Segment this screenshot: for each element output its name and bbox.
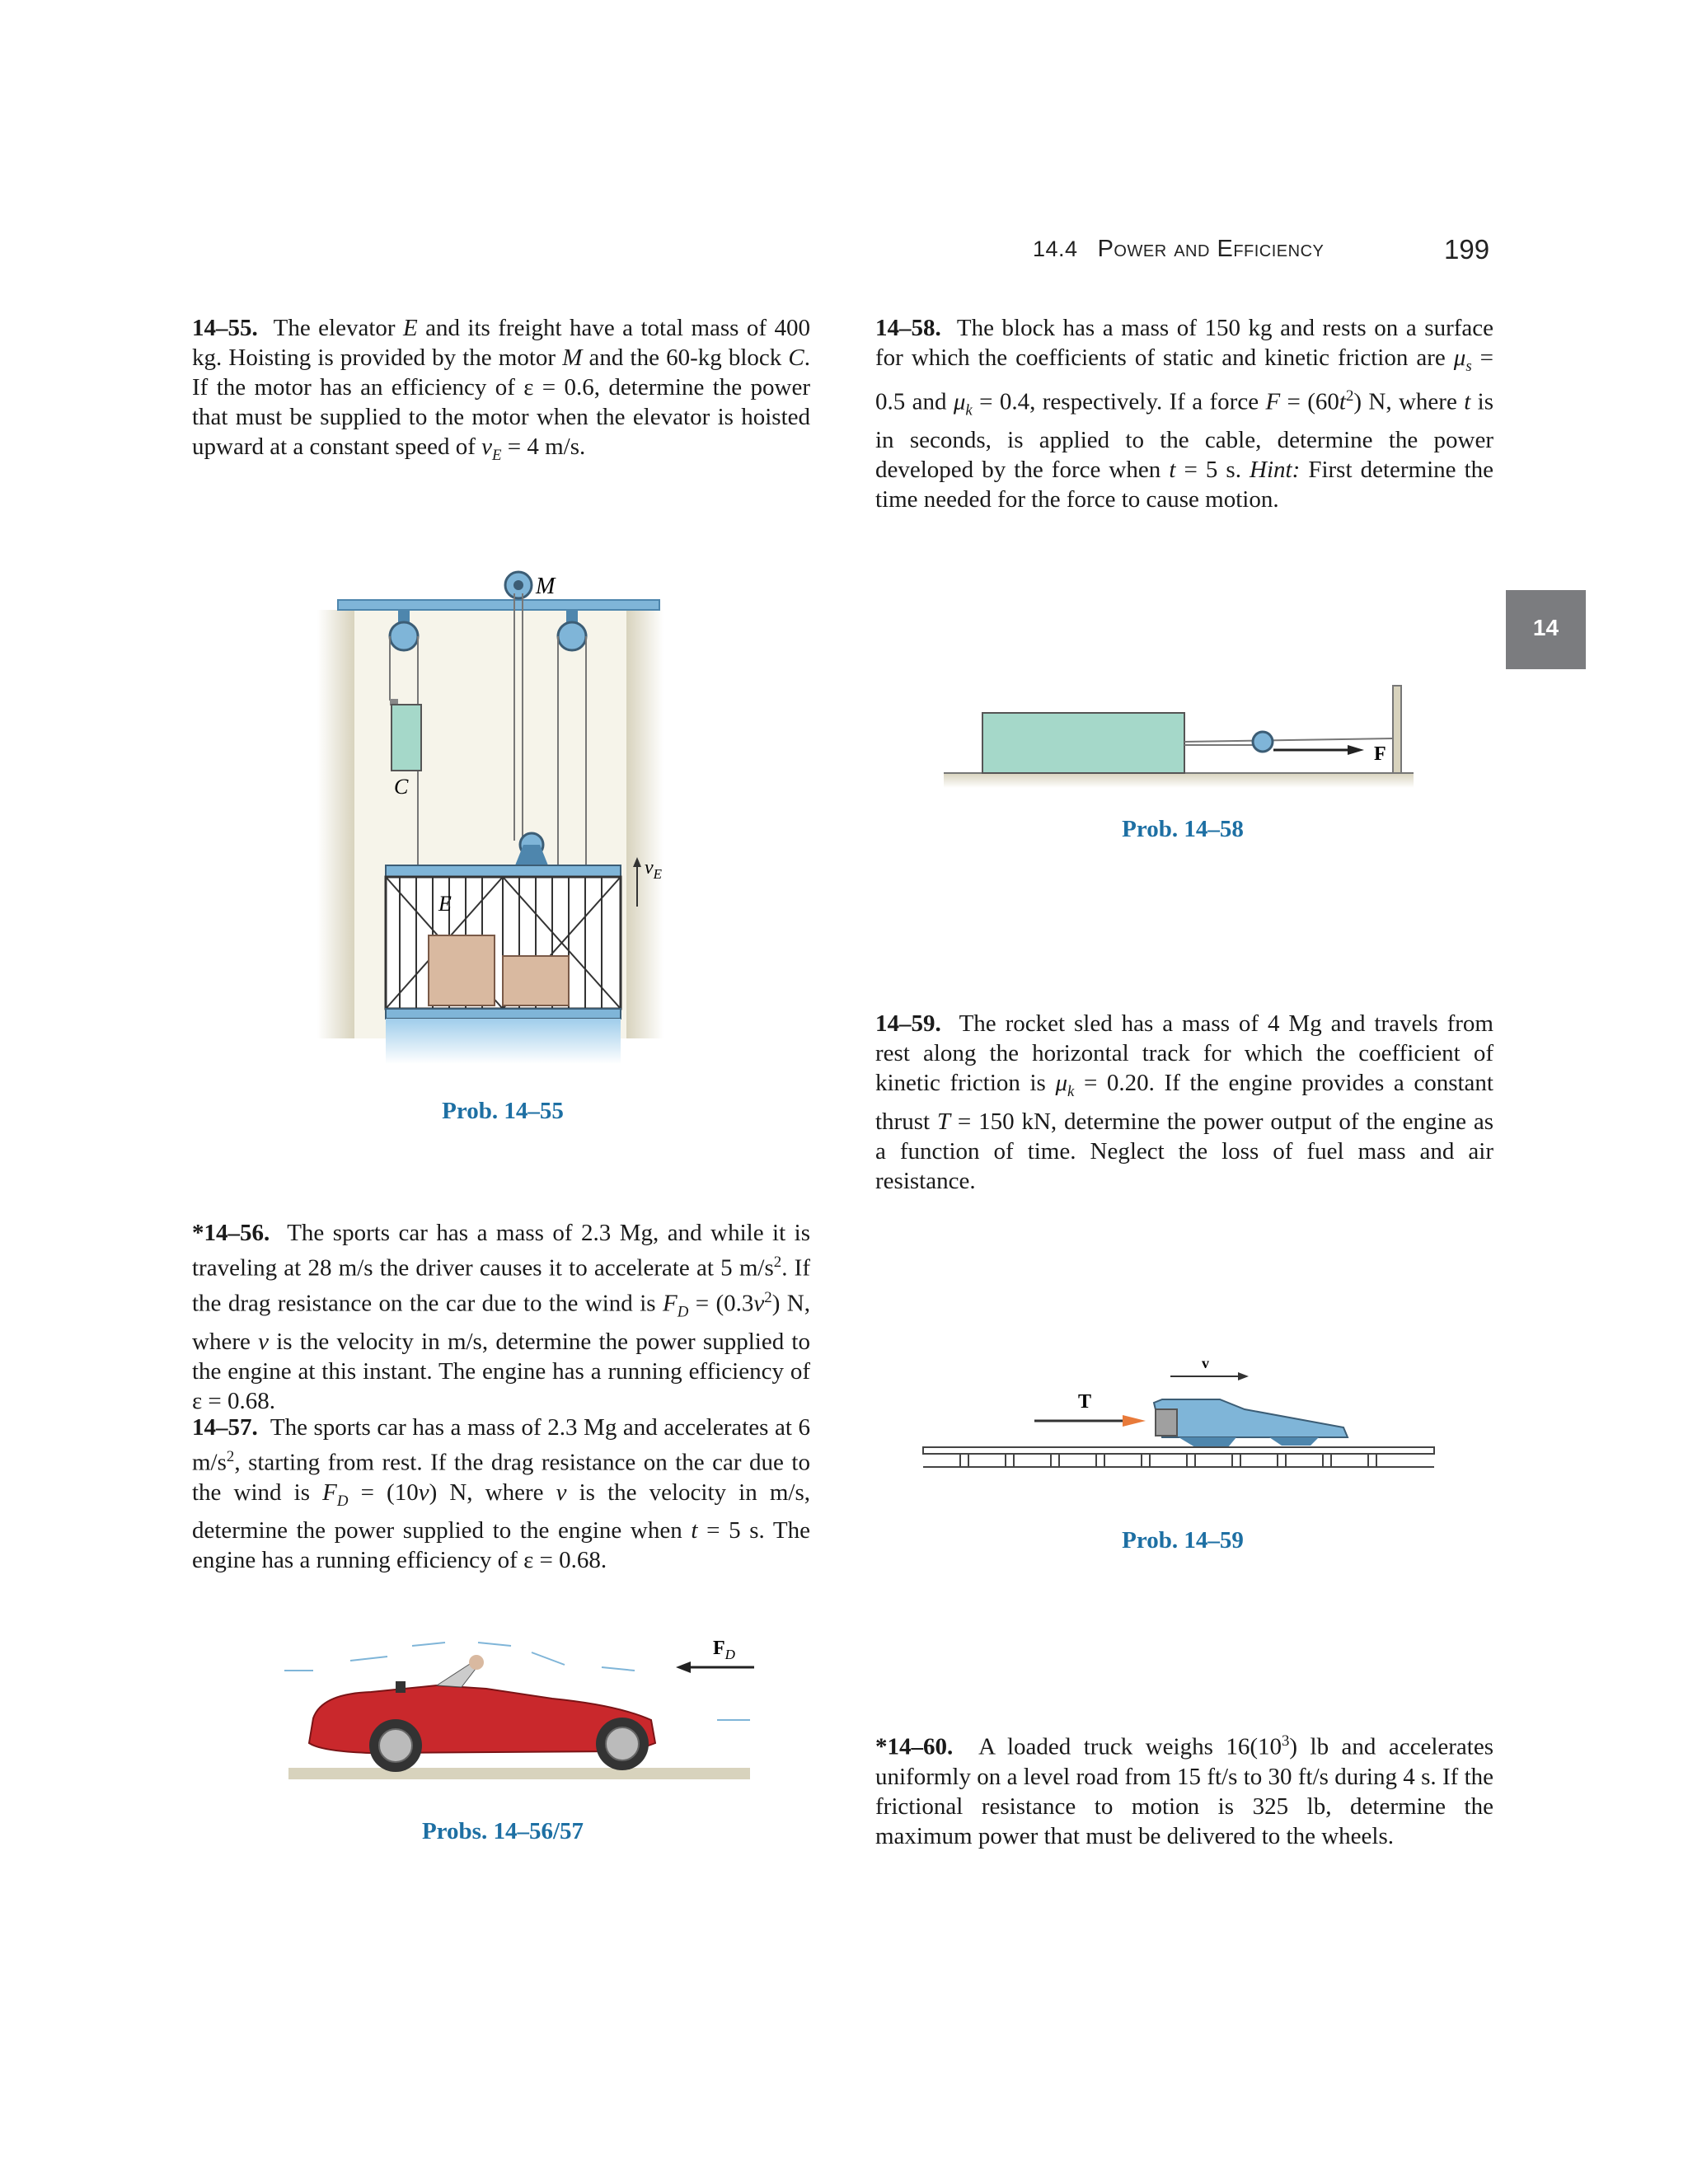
wall xyxy=(1393,686,1401,773)
section-title: Power and Efficiency xyxy=(1097,236,1325,262)
caption-14-56-57: Probs. 14–56/57 xyxy=(421,1818,584,1844)
block-C xyxy=(392,705,421,771)
pulley xyxy=(1253,732,1273,752)
chapter-tab: 14 xyxy=(1506,590,1586,669)
label-F: F xyxy=(1374,743,1386,765)
shaft-wall-right xyxy=(626,610,663,1038)
problem-14-59: 14–59. The rocket sled has a mass of 4 Mg and travels from rest along the horizontal track for which the coefficient of kinetic friction is $\mu_k = 0.20$. If the engine provides a constant thrust T = 150 kN, determine the power output of the engine as a function of time. Neglect the loss of fuel mass and air resistance. xyxy=(875,1010,1493,1194)
driver xyxy=(469,1655,484,1670)
engine xyxy=(1156,1409,1177,1436)
shaft-wall-left xyxy=(317,610,354,1038)
page-number: 199 xyxy=(1444,234,1490,265)
svg-text:vE: $v_E$ xyxy=(645,857,663,882)
elevator-figure xyxy=(317,560,688,1088)
track-rail xyxy=(923,1447,1434,1454)
running-header xyxy=(1033,236,1324,263)
pulley-right xyxy=(558,622,586,650)
problem-number: *14–56. xyxy=(192,1220,270,1246)
problem-number: *14–60. xyxy=(875,1733,954,1760)
block xyxy=(982,713,1184,773)
crate-1 xyxy=(429,935,495,1005)
svg-text:FD: $F_D$ xyxy=(713,1638,735,1662)
problem-number: 14–58. xyxy=(875,315,941,341)
label-M: M xyxy=(536,574,556,599)
problem-14-55: 14–55. The elevator E and its freight have a total mass of 400 kg. Hoisting is provided by the motor M and the 60-kg block C. If the motor has an efficiency of ε = 0.6, determine the power that must be supplied to the motor when the elevator is hoisted upward at a constant speed of $v_E = 4$ m/s. xyxy=(192,315,811,464)
section-number: 14.4 xyxy=(1033,237,1078,261)
top-beam xyxy=(338,600,659,610)
label-FD: F xyxy=(713,1638,725,1659)
sports-car-figure xyxy=(272,1628,767,1809)
problem-number: 14–59. xyxy=(875,1010,941,1037)
label-vE: v xyxy=(645,857,654,879)
problem-14-57: 14–57. The sports car has a mass of 2.3 Mg and accelerates at 6 $m/s^2$, starting from rest. If the drag resistance on the car due to the wind is $F_D = (10v)$ N, where v is the velocity in m/s, determine the power supplied to the engine when t = 5 s. The engine has a running efficiency of ε = 0.68. xyxy=(192,1414,811,1574)
caption-14-59: Prob. 14–59 xyxy=(1122,1527,1244,1554)
problem-14-58: 14–58. The block has a mass of 150 kg and rests on a surface for which the coefficients of static and kinetic friction are $\mu_s = 0.5$ and $\mu_k = 0.4$, respectively. If a force $F = (60t^2)$ N, where t is in seconds, is applied to the cable, determine the power developed by the force when t = 5 s. Hint: First determine the time needed for the force to cause motion. xyxy=(875,315,1494,513)
label-v: v xyxy=(1202,1355,1209,1371)
problem-14-60: *14–60. A loaded truck weighs $16(10^3)$ lb and accelerates uniformly on a level road from 15 ft/s to 30 ft/s during 4 s. If the frictional resistance to motion is 325 lb, determine the maximum power that must be delivered to the wheels. xyxy=(875,1732,1494,1849)
rocket-sled-figure xyxy=(915,1352,1442,1500)
elevator-top xyxy=(386,865,621,877)
problem-14-56: *14–56. The sports car has a mass of 2.3 Mg, and while it is traveling at 28 m/s the driver causes it to accelerate at 5 $m/s^2$. If the drag resistance on the car due to the wind is $F_D = (0.3v^2)$ N, where v is the velocity in m/s, determine the power supplied to the engine at this instant. The engine has a running efficiency of ε = 0.68. xyxy=(192,1220,810,1415)
pulley-left xyxy=(390,622,418,650)
problem-number: 14–57. xyxy=(192,1414,258,1441)
label-E: E xyxy=(438,892,452,916)
caption-14-58: Prob. 14–58 xyxy=(1122,816,1244,842)
problem-number: 14–55. xyxy=(192,315,258,341)
caption-14-55: Prob. 14–55 xyxy=(442,1098,564,1124)
label-T: T xyxy=(1078,1391,1092,1413)
label-C: C xyxy=(394,775,409,799)
crate-2 xyxy=(503,956,569,1005)
sled-body xyxy=(1154,1399,1348,1437)
block-figure xyxy=(935,676,1430,808)
